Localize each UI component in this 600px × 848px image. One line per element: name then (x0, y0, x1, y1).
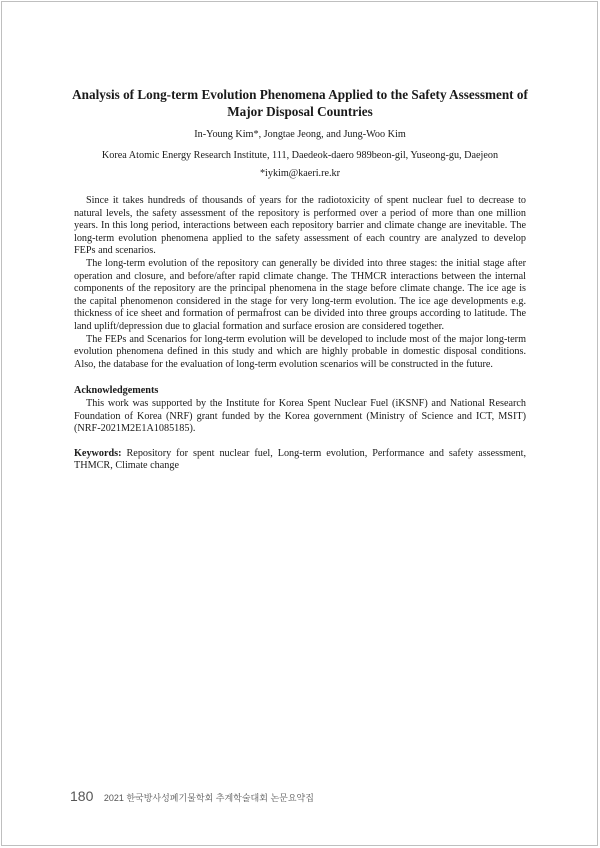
keywords-text: Repository for spent nuclear fuel, Long-term evolution, Performance and safety assessment, THMCR, Climate change (74, 447, 526, 472)
paper-title: Analysis of Long-term Evolution Phenomena Applied to the Safety Assessment of Major Disposal Countries (72, 87, 528, 119)
keywords-section (74, 448, 526, 473)
contact-email: *iykim@kaeri.re.kr (259, 168, 341, 179)
acknowledgements-heading: Acknowledgements (74, 385, 159, 397)
acknowledgements-text: This work was supported by the Institute for Korea Spent Nuclear Fuel (iKSNF) and National Research Foundation of Korea (NRF) grant funded by the Korea government (Ministry of Science and ICT, MSIT) (NRF-2021M2E1A1085185). (74, 397, 526, 435)
page-number: 180 (70, 788, 94, 804)
page-footer (70, 788, 314, 806)
paragraph: The long-term evolution of the repository can generally be divided into three stages: the initial stage after operation and closure, and before/after rapid climate change. The THMCR interactions between the internal components of the repository are the principal phenomena in the stage before climate change. The ice age is the capital phenomenon considered in the stage for very long-term evolution. The ice age developments e.g. thickness of ice sheet and formation of permafrost can be divided into three groups according to latitude. The land uplift/depression due to glacial formation and surface erosion are considered together. (74, 257, 526, 332)
paragraph: The FEPs and Scenarios for long-term evolution will be developed to include most of the major long-term evolution phenomena defined in this study and which are highly probable in domestic disposal conditions. Also, the database for the evaluation of long-term evolution scenarios will be constructed in the future. (74, 333, 526, 370)
affiliation: Korea Atomic Energy Research Institute, 111, Daedeok-daero 989beon-gil, Yuseong-gu, Daejeon (101, 150, 499, 161)
keywords-label: Keywords: (74, 447, 122, 459)
author-list: In-Young Kim*, Jongtae Jeong, and Jung-Woo Kim (194, 129, 406, 140)
paragraph: Since it takes hundreds of thousands of years for the radiotoxicity of spent nuclear fuel to decrease to natural levels, the safety assessment of the repository is performed over a period of more than one million years. In this long period, interactions between each repository barrier and climate change are inevitable. The long-term evolution phenomena applied to the safety assessment of each country are analyzed to develop FEPs and scenarios. (74, 195, 526, 257)
acknowledgements-section (74, 398, 526, 436)
conference-name: 2021 한국방사성폐기물학회 추계학술대회 논문요약집 (103, 793, 314, 803)
abstract-body (74, 195, 526, 473)
